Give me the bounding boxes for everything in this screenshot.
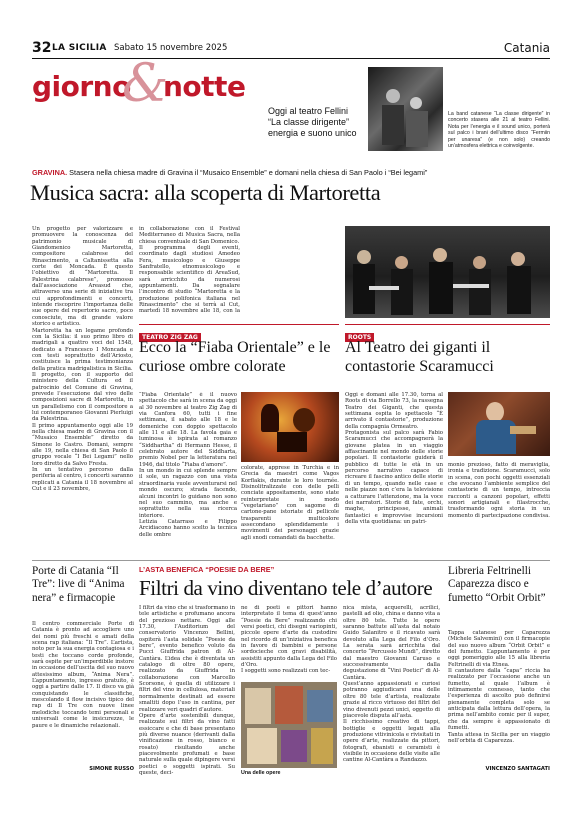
main-col-1: Un progetto per valorizzare e promuovere la conoscenza del patrimonio musicale di Giandomenico Martoretta, compositore calabrese del Rinascimento, a Caltanissetta alla corte dei Moncada. È questo l’obiettivo di “Martoretta. Il Palestrina calabrese”, promosso dall’associazione Areasud che, attraverso una serie di iniziative tra cui approfondimenti e concerti, intende riscoprire l’importanza delle sue opere del repertorio sacro, poco conosciute, ma di grande valore storico e artistico. Martoretta ha un legame profondo con la Sicilia: il suo primo libro di madrigali a quattro voci del 1548, dedicato a Francesco I Moncada e con testi soprattutto dell’Ariosto, costituisce la prima testimonianza della pratica madrigalistica in Sicilia. Il progetto, con il supporto del ministero della Cultura ed il patrocinio del Comune di Gravina, prevede l’esecuzione dal vivo delle composizioni sacre di Martoretta, in un parallelismo con il compositore a lui contemporaneo Giovanni Pierluigi da Palestrina. Il primo appuntamento oggi alle 19 nella chiesa madre di Gravina con il “Musaico Ensemble” diretto da Simone lo Castro. Domani, sempre alle 19, nella chiesa di San Paolo il gruppo vocale “I Bei Legami” nello loro diretto da Salvo Fresta. In un tentativo percorso dalla periferia al centro, i concerti saranno replicati a Catania il 18 novembre al Cut e il 23 novembre,	[32, 226, 133, 493]
libreria-author: VINCENZO SANTAGATI	[485, 766, 550, 772]
roots-rule	[345, 324, 550, 325]
zigzag-label: TEATRO ZIG ZAG	[139, 333, 201, 342]
page-header	[32, 40, 550, 60]
section-title-left: giorno	[32, 70, 131, 103]
libreria-text: Tappa catanese per Caparezza (Michele Salvemini) con il firmacopie del suo nuovo album “Orbit Orbit” e del fumetto. L’appuntamento è per oggi pomeriggio alle 15 alla libreria Feltrinelli di via Etnea. Il cantautore dalla “capa” riccia ha realizzato per l’occasione anche un fumetto, al quale l’album è intimamente connesso, tanto che l’esperienza di ascolto può definirsi pienamente completa solo se anticipata dalla lettura dell’opera, la prima nell’ambito comic per il super, che da sempre è appassionato di fumetti. Tanta attesa in Sicilia per un viaggio nell’orbita di Caparezza.	[448, 630, 550, 744]
promo-line-3: energia e suono unico	[268, 128, 357, 138]
zigzag-col-3: colorate, apprese in Turchia e in Grecia da maestri come Vagos Korflakis, durante le loro tournée. Disinolitralizzate con delle pelli conciate appositamente, sono state reinterpretate in modo “vegetariano” con sagome di cartone-pane istoriate di pellicole trasparenti multicolore assecondano splendidamente i movimenti dei personaggi grazie agli snodi comandati da bacchette.	[241, 465, 339, 541]
header-rule	[32, 58, 550, 59]
roots-col-1: Oggi e domani alle 17.30, torna al Roots di via Borrello 73, la rassegna Teatro dei Giganti, che questa settimana ospita lo spettacolo “È arrivato il contastorie”, produzione della compagnia Ormeatro. Protagonista sul palco sarà Fabio Scaramucci che accompagnerà la giovane platea in un viaggio affascinante nel mondo delle storie popolari. Il contastorie guiderà il pubblico di tutte le età in un percorso narrativo capace di ricreare il fascino antico delle storie di un tempo, quando nelle case e nelle piazze non c’era la televisione a catturare l’attenzione, ma la voce dei narratori. Storie di fate, orchi, maghe, principesse, animali fantastici e improvvise incursioni della vita quotidiana: un patri-	[345, 392, 443, 525]
roots-col-2: monio prezioso, fatto di meraviglia, ironia e tradizione. Scaramucci, solo in scena, con pochi oggetti essenziali che evocano l’ambiente semplice del contastorie di un tempo, intreccia racconti a canzoni popolari, effetti sonori artigianali e filastrocche, trasformando ogni storia in un momento di partecipazione condivisa.	[448, 462, 550, 519]
main-col-2-right	[244, 226, 342, 314]
main-kicker-text: Stasera nella chiesa madre di Gravina il “Musaico Ensemble” e domani nella chiesa di San Paolo i “Bei legami”	[69, 168, 428, 177]
asta-kicker: L’ASTA BENEFICA “POESIE DA BERE”	[139, 565, 275, 574]
asta-col-1: I filtri da vino che si trasformano in tele artistiche e profumano ancora del prezioso nettare. Oggi alle 17.30, l’Auditorium del conservatorio Vincenzo Bellini, ospiterà l’asta solidale “Poesie da bere”, evento benefico voluto da Pucci Giuffrida patron di Al-Cantàra. L’idea che è diventata un catalogo di oltre 80 opere, realizzato da Giuffrida in collaborazione con Marcello Scorsone, è quella di utilizzare i filtri del vino in cellulosa, materiali normalmente destinati ad essere smaltiti dopo l’uso in cantina, per realizzare veri quadri d’autore. Opere d’arte sostenibili dunque, realizzate sui filtri da vino fatti essiccare e che di base presentano più diverse nuance (derivanti dalla vinificazione in rosso, bianco e rosato) risultando anche piacevolmente profumati e base naturale sulla quale dipingere versi poetici o soggetti ispirati. Su queste, deci-	[139, 605, 235, 776]
zigzag-headline: Ecco la “Fiaba Orientale” e le curiose ombre colorate	[139, 339, 331, 375]
section-ampersand: &	[122, 54, 169, 114]
bottom-rule	[32, 560, 550, 561]
promo-line-1: Oggi al teatro Fellini	[268, 106, 349, 116]
section-title	[32, 54, 292, 114]
promo-band-photo	[368, 67, 443, 151]
main-col-2: in collaborazione con il Festival Mediterraneo di Musica Sacra, nella chiesa conventuale di San Domenico. Il programma degli eventi, coordinato dagli studiosi Amedeo Fera, musicologo e Giuseppe Sanfratello, etnomusicologo e responsabile scientifico di AreaSud, sarà arricchito da numerosi appuntamenti. Da segnalare l’incontro di studio “Martoretta e la produzione polifonica italiana nel Rinascimento” che si terrà al Cut, martedì 18 novembre alle 18, con la	[139, 226, 240, 314]
promo-line-2: “La classe dirigente”	[268, 117, 350, 127]
porte-author: SIMONE RUSSO	[89, 766, 134, 772]
libreria-headline: Libreria Feltrinelli Caparezza disco e fumetto “Orbit Orbit”	[448, 565, 546, 604]
newspaper-name: LA SICILIA	[52, 43, 107, 53]
asta-col-3: nica mista, acquerelli, acrilici, pastelli ad olio, china e danno vita a oltre 80 tele. Tutte le opere saranno battute all’asta dal notaio Guido Salanitro e il ricavato sarà devoluto alla Lega del Filo d’Oro. La serata sarà arricchita dal concerto “Percussio Mundi”, diretto dal maestro Giovanni Caruso e successivamente dalla degustazione di “Vini Poetici” di Al-Cantàra. Quest’anno appassionati e curiosi potranno aggiudicarsi una delle oltre 80 tele d’artista, realizzate grazie al ricco virtuoso dei filtri del vino divenuti pezzi unici, oggetto di piacevole disputa all’asta. Il ricchissimo creativo di tappi, bottiglie e oggetti legati alla produzione vitivinicola e rivisitati in opere d’arte, realizzate da pittori, fotografi, ebanisti e ceramisti è visibile in occasione delle visite alle cantine Al-Cantàra a Randazzo.	[343, 605, 440, 764]
main-kicker-place: GRAVINA.	[32, 168, 68, 177]
promo-block	[268, 106, 368, 139]
porte-text: Il centro commerciale Porte di Catania è pronto ad accogliere uno dei nomi più freschi e amati della scena rap italiana: “Il Tre”. L’artista, noto per la sua energia contagiosa e i testi che toccano corde profonde, sarà ospite per un’imperdibile instore in occasione dell’uscita del suo nuovo attesissimo album, “Anima Nera”. L’appuntamento, ingresso gratuito, è oggi a partire dalle 17. Il disco va già conquistando le classifiche, mescolando il flow incisivo tipico del rap di Il Tre con nuove linee melodiche toccando temi personali e universali come le insicurezze, le paure e le dinamiche relazionali.	[32, 621, 134, 729]
promo-caption: La band catanese “La classe dirigente” in concerto stasera alle 21 al teatro Fellini. Nota per l’energia e il sound unico, porterà sul palco i brani dell’ultimo disco “Fermiin per unaresa” (e non solo) creando un’atmosfera elettrica e coinvolgente.	[448, 111, 550, 150]
asta-artwork-photo	[241, 682, 337, 768]
asta-photo-caption: Una delle opere	[241, 770, 281, 776]
asta-col-2: ne di poeti e pittori hanno interpretato il tema di quest’anno “Poesie da Bere” realizzando chi versi poetici, chi disegni variopinti, piccole opere d’arte da custodire nel ricordo di un’iniziativa benefica in favore di bambini e persone sordocieche con gravi disabilità, assistiti appunto dalla Lega del Filo d’Oro. I soggetti sono realizzati con tec-	[241, 605, 337, 675]
roots-label: ROOTS	[345, 333, 374, 342]
asta-headline: Filtri da vino diventano tele d’autore	[139, 576, 433, 600]
porte-headline: Porte di Catania “Il Tre”: live di “Anima nera” e firmacopie	[32, 565, 125, 604]
zigzag-shadow-photo	[241, 392, 339, 462]
roots-headline: Al Teatro dei giganti il contastorie Scaramucci	[345, 339, 494, 375]
city-section: Catania	[503, 41, 550, 55]
main-concert-photo	[345, 226, 550, 318]
section-title-right: notte	[163, 70, 246, 103]
main-headline: Musica sacra: alla scoperta di Martoretta	[30, 180, 381, 205]
roots-storyteller-photo	[448, 392, 550, 456]
page-number: 32	[32, 40, 52, 56]
issue-date: Sabato 15 novembre 2025	[114, 43, 228, 53]
zigzag-col-1: “Fiaba Orientale” è il nuovo spettacolo che sarà in scena da oggi al 30 novembre al teatro Zig Zag di via Canfora 60, tutti i fine settimana, il sabato alle 18 e le domeniche con doppio spettacolo alle 11 e alle 18. La favola gaia e luminosa è ispirata al romanzo “Siddhartha” di Hermann Hesse, il celebrato autore del Siddharta, premio Nobel per la letteratura nel 1946, dal titolo “Fiaba d’amore”. In un mondo in cui splende sempre il sole, un ragazzo con una vista straordinaria vuole avventurarsi nel mondo oscuro; strada facendo, alcuni incontri lo guidano non sono nel suo cammino, ma anche e soprattutto nella sua ricerca interiore. Letizia Catarraso e Filippo Arcidiacono hanno scelto la tecnica delle ombre	[139, 392, 237, 538]
main-kicker	[32, 168, 550, 177]
